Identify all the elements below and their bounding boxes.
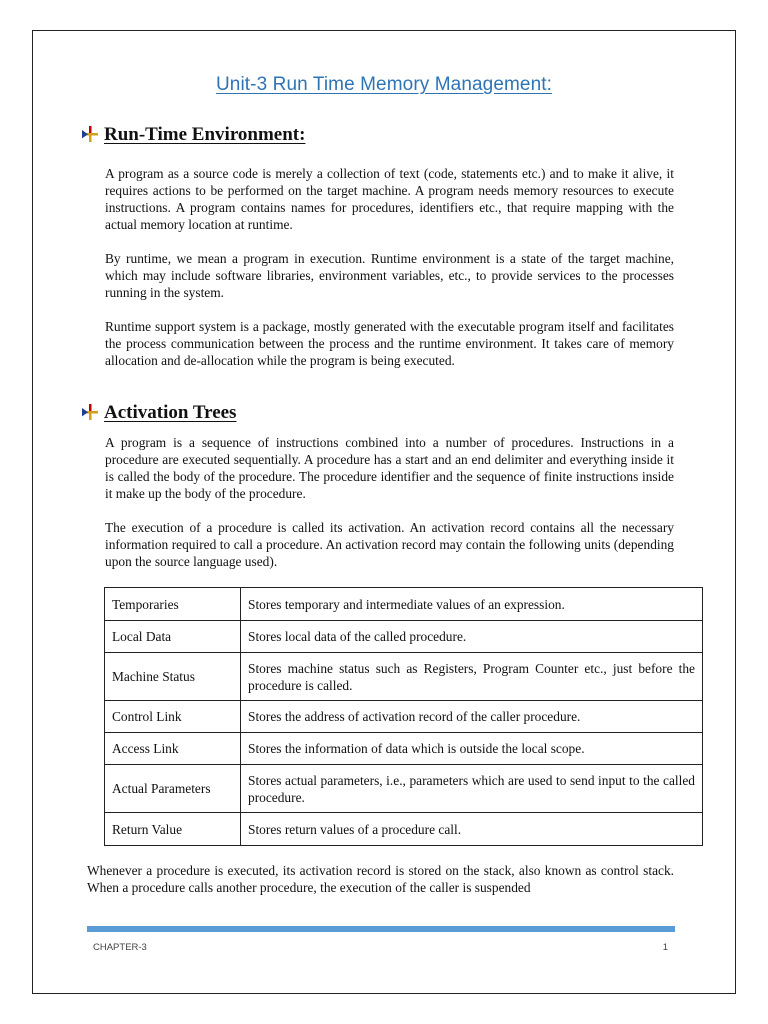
- unit-name-cell: Control Link: [105, 701, 241, 733]
- unit-name-cell: Access Link: [105, 733, 241, 765]
- paragraph-closing: Whenever a procedure is executed, its activation record is stored on the stack, also known as control stack. When a procedure calls another procedure, the execution of the caller is suspended: [87, 863, 674, 895]
- footer-page-number: 1: [662, 942, 668, 953]
- table-row: [105, 621, 703, 653]
- table-row: [105, 733, 703, 765]
- unit-description-cell: Stores machine status such as Registers, Program Counter etc., just before the procedure is called.: [241, 653, 703, 701]
- paragraph-runtime-1: A program as a source code is merely a collection of text (code, statements etc.) and to make it alive, it requires actions to be performed on the target machine. A program needs memory resources to execute instructions. A program contains names for procedures, identifiers etc., that require mapping with the actual memory location at runtime.: [105, 166, 674, 232]
- unit-description-cell: Stores local data of the called procedure.: [241, 621, 703, 653]
- section-heading-text: Activation Trees: [104, 402, 237, 423]
- unit-description-cell: Stores the information of data which is outside the local scope.: [241, 733, 703, 765]
- unit-description-cell: Stores temporary and intermediate values of an expression.: [241, 588, 703, 621]
- section-heading-activation-trees: [82, 402, 236, 424]
- arrow-bullet-icon: [82, 126, 98, 142]
- unit-name-cell: Return Value: [105, 813, 241, 846]
- arrow-bullet-icon: [82, 404, 98, 420]
- table-row: [105, 765, 703, 813]
- activation-record-table: [104, 587, 703, 846]
- footer-chapter-label: CHAPTER-3: [93, 942, 147, 953]
- paragraph-runtime-3: Runtime support system is a package, mostly generated with the executable program itself and facilitates the process communication between the process and the runtime environment. It takes care of memory allocation and de-allocation while the program is being executed.: [105, 319, 674, 368]
- paragraph-runtime-2: By runtime, we mean a program in execution. Runtime environment is a state of the target machine, which may include software libraries, environment variables, etc., to provide services to the processes running in the system.: [105, 251, 674, 300]
- footer-rule: [87, 926, 675, 932]
- paragraph-activation-1: A program is a sequence of instructions combined into a number of procedures. Instructions in a procedure are executed sequentially. A procedure has a start and an end delimiter and everything inside it is called the body of the procedure. The procedure identifier and the sequence of finite instructions inside it make up the body of the procedure.: [105, 435, 674, 501]
- unit-name-cell: Actual Parameters: [105, 765, 241, 813]
- unit-name-cell: Machine Status: [105, 653, 241, 701]
- unit-description-cell: Stores return values of a procedure call.: [241, 813, 703, 846]
- unit-description-cell: Stores actual parameters, i.e., parameters which are used to send input to the called procedure.: [241, 765, 703, 813]
- table-row: [105, 588, 703, 621]
- section-heading-text: Run-Time Environment:: [104, 124, 306, 145]
- table-row: [105, 653, 703, 701]
- unit-name-cell: Local Data: [105, 621, 241, 653]
- document-title: Unit-3 Run Time Memory Management:: [215, 74, 553, 95]
- unit-name-cell: Temporaries: [105, 588, 241, 621]
- table-row: [105, 813, 703, 846]
- table-row: [105, 701, 703, 733]
- unit-description-cell: Stores the address of activation record of the caller procedure.: [241, 701, 703, 733]
- section-heading-runtime-environment: [82, 124, 305, 146]
- paragraph-activation-2: The execution of a procedure is called its activation. An activation record contains all the necessary information required to call a procedure. An activation record may contain the following units (depending upon the source language used).: [105, 520, 674, 569]
